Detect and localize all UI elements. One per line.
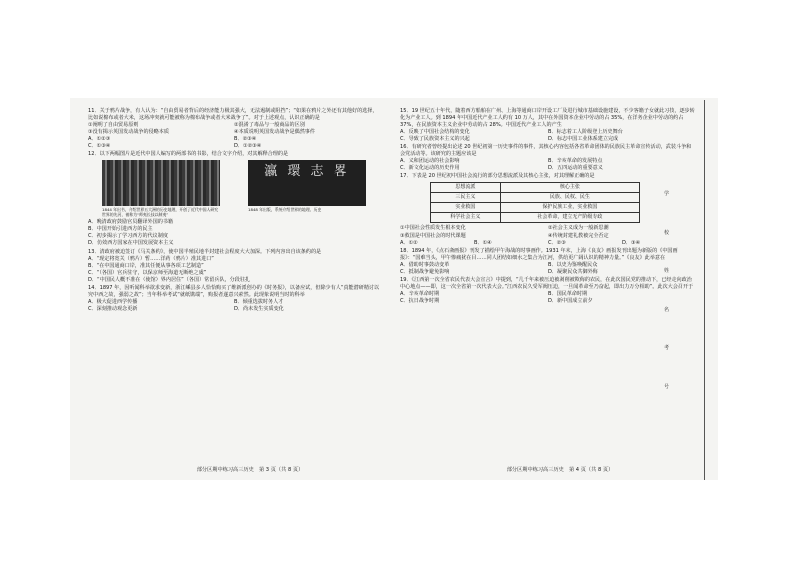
question-stem: 14．1897 年，因听闻科举欲求变新，浙江嵊县多人恰恰购买了维新派创办的《时务报》，以备应试，但除少有人“真能潜研精讨以究中西之故，强弱之故”；当年科举考试“就纸镌端”，购报者遂意兴索然。此现象说明当时的科举 xyxy=(88,284,380,298)
right-page xyxy=(400,108,696,306)
option: B．标志着工人阶级登上历史舞台 xyxy=(548,129,623,136)
choice: D．③④ xyxy=(622,239,641,246)
question-19 xyxy=(400,277,696,305)
question-13 xyxy=(88,249,380,284)
table-cell: 实业救国 xyxy=(431,203,501,213)
option: C．抵制战争避免影响 xyxy=(400,268,450,275)
table-cell: 保护民族工业，实业救国 xyxy=(500,203,639,213)
option: C．“（各国）官兵驻守，以保京师至海道无断绝之虞” xyxy=(88,269,207,276)
option-list xyxy=(400,129,696,143)
book-image xyxy=(248,160,366,206)
table-cell: 三民主义 xyxy=(431,193,501,203)
margin-label: 名 xyxy=(664,306,670,313)
figure-caption: 1844 年出书，介绍世界五大洲的历史地理，开创了近代中国人研究世界的先河，被称为“师夷长技以制夷” xyxy=(102,207,219,218)
option: D．仿效西方国家在中国发展资本主义 xyxy=(88,240,174,247)
option: B．辛亥革命的发展特点 xyxy=(548,158,603,165)
binding-line xyxy=(704,100,713,480)
option: C．深刻推动观念更新 xyxy=(88,305,138,312)
page-footer-right: 部分区期中练习高三历史 第 4 页（共 8 页） xyxy=(506,467,614,473)
question-stem: 18．1894 年，《点石斋画报》刊发了描绘甲午海战的时事画作。1931 年末，上海《良友》画报发刊出题为新版的《中国画报》：“国难当头，甲午惨痛犹在目……同人团结如细水之集合为江河，供给更广阔认识的精神力量。”《良友》此举意在 xyxy=(400,247,678,261)
table-row xyxy=(431,203,640,213)
question-stem: 11．关于鸦片战争，有人认为：“自由贸易者背后的经济能力极其强大，无法遏制或阻挡”；“如果在鸦片之外还有其他好的选择，比如说棉布或者大米，这场冲突就可能被称为棉布战争或者大米战争了”。对于上述观点，认识正确的是 xyxy=(88,108,378,122)
table-header-cell: 核心主张 xyxy=(500,183,639,193)
option-list xyxy=(88,256,380,284)
exam-sheet xyxy=(70,98,718,480)
option: A．极大促进西学传播 xyxy=(88,298,138,305)
margin-label: 考 xyxy=(664,345,670,352)
question-12 xyxy=(88,151,380,247)
option: C．新文化运动的历史作用 xyxy=(400,165,460,172)
option: D．“中国民人概不准在（使馆）界内居住”（各国）常留兵队，分段驻扎 xyxy=(88,276,251,283)
page-footer-left: 部分区期中练习高三历史 第 3 页（共 8 页） xyxy=(196,467,304,473)
option-list xyxy=(400,291,696,305)
option: B．中国开始引进西方的民主 xyxy=(88,226,153,233)
table-header-row xyxy=(431,183,640,193)
choice: B．②③④ xyxy=(234,136,257,143)
book-image xyxy=(102,160,220,206)
figure-haiguo-tuzhi xyxy=(102,160,220,217)
option: C．导致了民族资本主义的兴起 xyxy=(400,136,470,143)
option: D．标志中国工业体系建立完成 xyxy=(548,136,619,143)
option: D．五四运动的重要意义 xyxy=(548,165,603,172)
table-cell: 民族、民权、民生 xyxy=(500,193,639,203)
table-row xyxy=(431,213,640,223)
question-14 xyxy=(88,285,380,313)
option: D．尚未发生实质变化 xyxy=(234,305,284,312)
option: A．义和团运动的社会影响 xyxy=(400,158,460,165)
figure-pair xyxy=(88,160,380,217)
option: D．新中国成立前夕 xyxy=(548,297,593,304)
question-stem: 19．《江西第一次全省农民代表大会宣言》中提到，“几千年来被压迫被剥削被欺侮的农民，在此次国民党的推动下，已经走向政治中心地点——即，这一次全省第一次代表大会。”江西农民久受军阀压迫，一旦闻革命至乃奋起，即出力万分相助”。此次大会召开于 xyxy=(400,276,694,290)
question-stem: 16．有研究者曾经提出论述 20 世纪初第一历史事件的事件，其核心内容包括各省革命团体的民族民主革命宣传活动，武装斗争和会党活动等。该研究的主题应该是 xyxy=(400,144,692,158)
question-15 xyxy=(400,108,696,143)
left-page xyxy=(88,108,380,314)
option: B．“在中国通商口岸，准其任便从事各项工艺制造” xyxy=(88,262,204,269)
option: ④传统封建礼教被完全否定 xyxy=(548,232,609,239)
option: ④本质说明英国发动战争是偶然事件 xyxy=(234,129,315,136)
option: B．国民革命时期 xyxy=(548,290,588,297)
question-stem: 17．下表是 20 世纪初中国社会流行的部分思想流派及其核心主张，对其理解正确的是 xyxy=(400,173,595,180)
option-list xyxy=(400,262,696,276)
question-11 xyxy=(88,108,380,150)
question-stem: 12．以下两幅图片是近代中国人编写的两部书的书影，结合文字介绍，对其解释合理的是 xyxy=(88,151,289,158)
option: ①中国社会性质发生根本变化 xyxy=(400,225,466,232)
table-cell: 科学社会主义 xyxy=(431,213,501,223)
option: A．晚清政府鼓励官员翻译外国的书籍 xyxy=(88,219,173,226)
option-list xyxy=(88,122,380,136)
choice-list xyxy=(400,240,696,247)
book-title: 瀛 環 志 畧 xyxy=(264,164,350,180)
margin-label: 校 xyxy=(664,229,670,236)
choice: C．②③ xyxy=(548,239,566,246)
option: ②社会主义成为一般新思潮 xyxy=(548,225,609,232)
option: B．倾重选拔时务人才 xyxy=(234,298,284,305)
choice: A．①②③ xyxy=(88,136,111,143)
option: ①阐明了自由贸易原则 xyxy=(88,122,139,129)
option: ②混淆了毒品与一般商品的区别 xyxy=(234,122,305,129)
margin-label: 号 xyxy=(664,383,670,390)
figure-caption: 1848 年出版，系统介绍世界的地理、历史 xyxy=(248,207,322,213)
figure-yinghuan-zhilue xyxy=(248,160,366,217)
margin-label: 学 xyxy=(664,191,670,197)
option: B．以史为鉴唤醒民众 xyxy=(548,261,598,268)
option: ③没有揭示英国发动战争的侵略本质 xyxy=(88,129,169,136)
option: A．借助时事鼓动变革 xyxy=(400,261,450,268)
option-list xyxy=(88,219,380,247)
question-stem: 15．19 世纪五十年代，随着西方船舶在广州、上海等通商口岸开设工厂及进行城市基础设施建设，不少客籍子女就此习技，逐步转化为产业工人。到 1894 年中国近代产业工人约有 10 万人，其中在外国资本企业中劳动的占 35%，在洋务企业中劳动的约占 37%，在民族资本主义企业中劳动的占 28%。中国近代产业工人的产生 xyxy=(400,108,695,129)
table-cell: 社会革命，建立无产阶级专政 xyxy=(500,213,639,223)
option: A．反映了中国社会结构的变化 xyxy=(400,129,470,136)
question-16 xyxy=(400,144,696,172)
option: A．辛亥革命时期 xyxy=(400,290,440,297)
table-header-cell: 思想流派 xyxy=(431,183,501,193)
option: C．初步揭示了学习西方的代议制度 xyxy=(88,233,168,240)
option-list xyxy=(400,158,696,172)
option: ③救国是中国社会的时代课题 xyxy=(400,232,466,239)
option: C．抗日战争时期 xyxy=(400,297,440,304)
choice-list xyxy=(88,136,380,150)
ideology-table xyxy=(430,182,640,223)
choice: B．①④ xyxy=(474,239,492,246)
choice: C．①③④ xyxy=(88,143,111,150)
question-stem: 13．清政府被迫签订《马关条约》，使中国半殖民地半封建社会程度大大加深。下列内容出自该条约的是 xyxy=(88,248,322,255)
option-list xyxy=(400,225,696,239)
binding-margin-labels xyxy=(664,190,676,390)
choice: D．①②③④ xyxy=(234,143,262,150)
margin-label: 姓 xyxy=(664,268,670,275)
option-list xyxy=(88,299,380,313)
question-18 xyxy=(400,248,696,276)
table-row xyxy=(431,193,640,203)
option: D．凝聚民众共御外侮 xyxy=(548,268,598,275)
option: A．“现定将宽关（鸦片）暂……洋药（鸦片）准其进口” xyxy=(88,255,214,262)
question-17 xyxy=(400,173,696,246)
choice: A．①② xyxy=(400,239,418,246)
